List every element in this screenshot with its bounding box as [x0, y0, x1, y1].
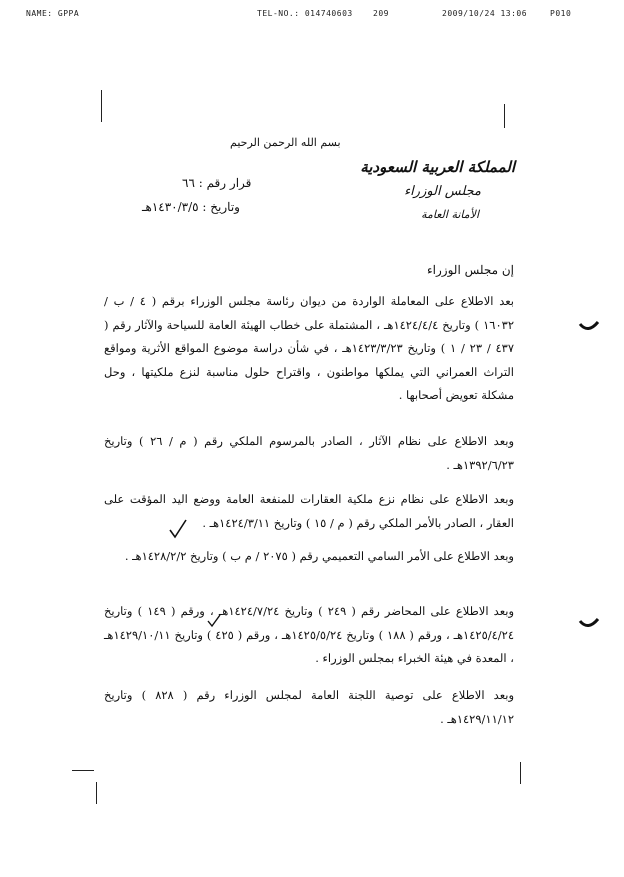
punch-mark-lower-icon	[578, 615, 602, 635]
decision-date: وتاريخ : ١٤٣٠/٣/٥هـ	[142, 200, 240, 214]
basmala: بسم الله الرحمن الرحيم	[230, 136, 341, 149]
check-mark-small-icon	[207, 614, 221, 628]
fax-page-number: P010	[550, 9, 572, 18]
paragraph-6: وبعد الاطلاع على توصية اللجنة العامة لمجلس الوزراء رقم ( ٨٢٨ ) وتاريخ ١٤٢٩/١١/١٢هـ .	[104, 688, 515, 726]
margin-mark-bottom-left-vertical	[96, 782, 97, 804]
paragraph-5: وبعد الاطلاع على المحاضر رقم ( ٢٤٩ ) وتاريخ ١٤٢٤/٧/٢٤هـ ، ورقم ( ١٤٩ ) وتاريخ ١٤٢٥/٤/٢٤هـ ، ورقم ( ١٨٨ ) وتاريخ ١٤٢٥/٥/٢٤هـ ، ورقم ( ٤٢٥ ) وتاريخ ١٤٢٩/١٠/١١هـ ، المعدة في هيئة الخبراء بمجلس الوزراء .	[104, 604, 515, 665]
decision-number: قرار رقم : ٦٦	[182, 176, 252, 190]
margin-mark-top-right	[504, 104, 505, 128]
paragraph-1: بعد الاطلاع على المعاملة الواردة من ديوان رئاسة مجلس الوزراء برقم ( ٤ / ب / ١٦٠٣٢ ) وتاريخ ١٤٢٤/٤/٤هـ ، المشتملة على خطاب الهيئة العامة للسياحة والآثار رقم ( ٤٣٧ / ٢٣ / ١ ) وتاريخ ١٤٢٣/٣/٢٣هـ ، في شأن دراسة موضوع المواقع الأثرية ومواقع التراث العمراني التي يملكها مواطنون ، واقتراح حلول مناسبة لنزع ملكيتها ، وحل مشكلة تعويض أصحابها .	[104, 294, 515, 402]
fax-sender-name: NAME: GPPA	[26, 9, 80, 18]
opening-line: إن مجلس الوزراء	[427, 263, 514, 277]
fax-code: 209	[373, 9, 389, 18]
paragraph-2: وبعد الاطلاع على نظام الآثار ، الصادر بالمرسوم الملكي رقم ( م / ٢٦ ) وتاريخ ١٣٩٢/٦/٢٣هـ .	[104, 434, 514, 472]
letterhead-secretariat: الأمانة العامة	[421, 208, 479, 221]
margin-mark-bottom-right	[520, 762, 521, 784]
paragraph-3: وبعد الاطلاع على نظام نزع ملكية العقارات للمنفعة العامة ووضع اليد المؤقت على العقار ، الصادر بالأمر الملكي رقم ( م / ١٥ ) وتاريخ ١٤٢٤/٣/١١هـ .	[104, 492, 514, 530]
check-mark-icon	[168, 518, 188, 540]
margin-mark-top-left	[101, 90, 102, 122]
letterhead-council: مجلس الوزراء	[404, 184, 481, 199]
fax-tel-number: TEL-NO.: 014740603	[257, 9, 353, 18]
letterhead	[355, 156, 515, 236]
paragraph-4: وبعد الاطلاع على الأمر السامي التعميمي رقم ( ٢٠٧٥ / م ب ) وتاريخ ١٤٢٨/٢/٢هـ .	[124, 549, 514, 563]
punch-mark-upper-icon	[578, 318, 602, 338]
fax-datetime: 2009/10/24 13:06	[442, 9, 528, 18]
margin-mark-bottom-left	[72, 770, 94, 771]
letterhead-kingdom: المملكة العربية السعودية	[360, 158, 515, 176]
